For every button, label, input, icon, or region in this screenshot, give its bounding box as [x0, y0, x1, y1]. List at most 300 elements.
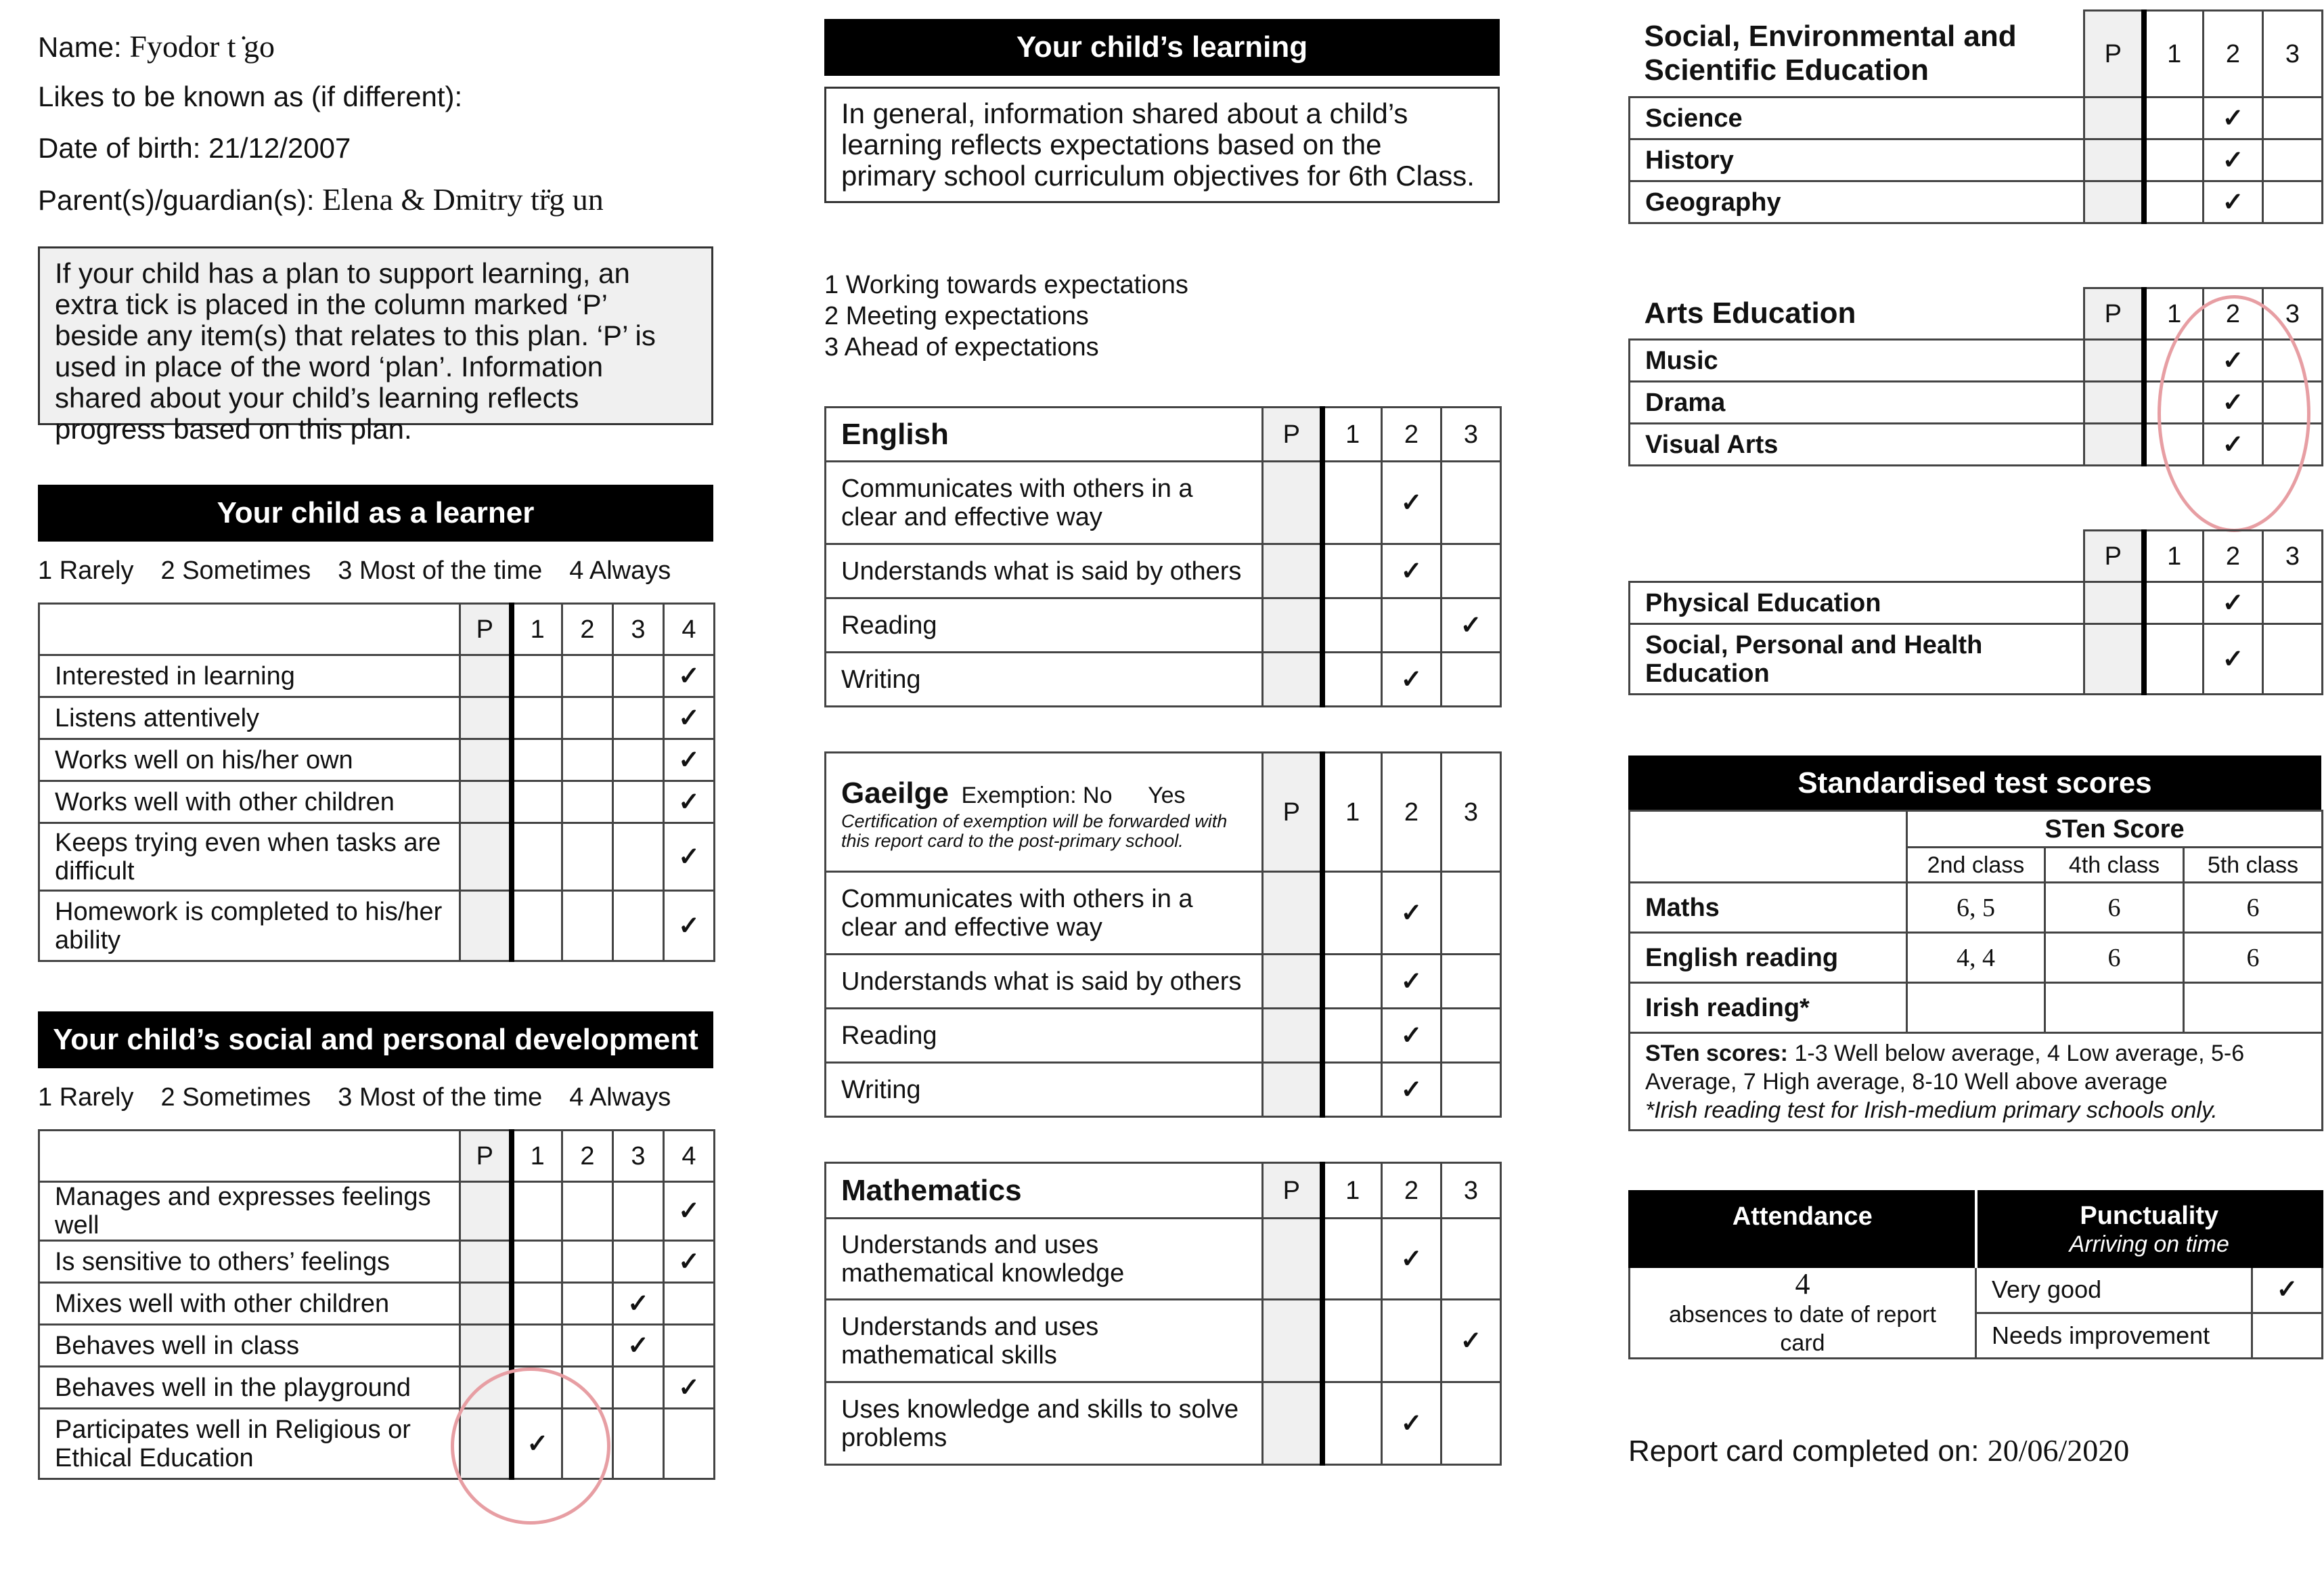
- row-label: Writing: [826, 1063, 1263, 1117]
- scale-1: 1 Rarely: [38, 1083, 134, 1112]
- check-mark: ✓: [664, 781, 715, 823]
- checklist-row: [826, 1063, 1501, 1117]
- sten-header: STen Score: [1907, 811, 2323, 848]
- plan-cell: [460, 1325, 512, 1367]
- col-2: 2: [2204, 288, 2263, 340]
- col-p: P: [1263, 408, 1322, 462]
- rating-cell: [664, 1283, 715, 1325]
- scale-2: 2 Sometimes: [160, 556, 311, 585]
- check-mark: ✓: [664, 1241, 715, 1283]
- test-subject: English reading: [1630, 933, 1907, 983]
- row-label: Works well with other children: [39, 781, 460, 823]
- plan-cell: [1263, 1382, 1322, 1465]
- row-label: Understands what is said by others: [826, 544, 1263, 598]
- punctuality-needs-improvement: Needs improvement: [1976, 1313, 2252, 1359]
- gaeilge-header: [826, 753, 1263, 872]
- highlight-circle: [451, 1367, 610, 1525]
- rating-cell: [1382, 1300, 1442, 1382]
- name-value: Fyodor t ̇go: [129, 29, 275, 64]
- rating-cell: [1322, 544, 1382, 598]
- rating-cell: [1322, 598, 1382, 653]
- col-p: P: [1263, 1163, 1322, 1219]
- gaeilge-rows: [826, 872, 1501, 1117]
- rating-cell: [512, 823, 562, 891]
- col-1: 1: [2144, 288, 2204, 340]
- test-subject: Irish reading*: [1630, 983, 1907, 1033]
- checklist-row: [1630, 97, 2323, 139]
- scale-3: 3 Most of the time: [338, 1083, 543, 1112]
- check-mark: ✓: [613, 1283, 664, 1325]
- scale-4: 4 Always: [569, 1083, 671, 1112]
- completed-line: [1628, 1434, 2129, 1468]
- parents-label: Parent(s)/guardian(s):: [38, 184, 315, 216]
- col-1: 1: [1322, 753, 1382, 872]
- checklist-row: [826, 955, 1501, 1009]
- social-rows: [39, 1182, 715, 1479]
- score-5th: [2184, 983, 2323, 1033]
- row-label: Works well on his/her own: [39, 739, 460, 781]
- legend-note: *Irish reading test for Irish-medium primary schools only.: [1645, 1097, 2218, 1123]
- row-label: Visual Arts: [1630, 424, 2084, 466]
- plan-cell: [1263, 1219, 1322, 1300]
- plan-cell: [1263, 955, 1322, 1009]
- rating-cell: [562, 823, 613, 891]
- check-mark: ✓: [1382, 1009, 1442, 1063]
- col-2: 2: [1382, 753, 1442, 872]
- punctuality-very-good: Very good: [1976, 1267, 2252, 1313]
- rating-cell: [1322, 462, 1382, 544]
- plan-cell: [1263, 872, 1322, 955]
- score-2nd: 6, 5: [1907, 883, 2045, 933]
- english-table: [824, 406, 1502, 707]
- rating-cell: [613, 1241, 664, 1283]
- rating-cell: [2144, 181, 2204, 223]
- rating-cell: [562, 655, 613, 697]
- score-2nd: [1907, 983, 2045, 1033]
- rating-cell: [562, 1283, 613, 1325]
- plan-cell: [1263, 1063, 1322, 1117]
- rating-cell: [664, 1409, 715, 1479]
- row-label: Homework is completed to his/her ability: [39, 891, 460, 961]
- plan-cell: [2084, 97, 2144, 139]
- check-mark: ✓: [1382, 872, 1442, 955]
- check-mark: ✓: [664, 1367, 715, 1409]
- plan-cell: [2084, 181, 2144, 223]
- sten-legend: [1630, 1033, 2323, 1131]
- rating-cell: [2263, 139, 2323, 181]
- plan-cell: [2084, 340, 2144, 382]
- score-2nd: 4, 4: [1907, 933, 2045, 983]
- rating-cell: [2263, 624, 2323, 695]
- scale-4: 4 Always: [569, 556, 671, 585]
- row-label: Communicates with others in a clear and effective way: [826, 462, 1263, 544]
- rating-cell: [2263, 582, 2323, 624]
- checklist-row: [826, 1009, 1501, 1063]
- learning-banner: Your child’s learning: [824, 19, 1500, 76]
- rating-cell: [562, 891, 613, 961]
- rating-cell: [512, 739, 562, 781]
- col-3: 3: [2263, 11, 2323, 97]
- absences-label: absences to date of report card: [1668, 1302, 1937, 1356]
- header-blank: [39, 604, 460, 655]
- check-mark: ✓: [664, 739, 715, 781]
- row-label: Participates well in Religious or Ethical Education: [39, 1409, 460, 1479]
- rating-cell: [562, 1325, 613, 1367]
- checklist-row: [826, 1300, 1501, 1382]
- rating-cell: [2144, 97, 2204, 139]
- check-mark: ✓: [2204, 181, 2263, 223]
- check-mark: ✓: [2204, 340, 2263, 382]
- checklist-row: [826, 598, 1501, 653]
- pe-rows: [1630, 582, 2323, 695]
- check-mark: ✓: [1442, 1300, 1501, 1382]
- sese-table: [1628, 9, 2323, 224]
- arts-title: Arts Education: [1630, 288, 2084, 340]
- rating-cell: [1382, 598, 1442, 653]
- plan-cell: [460, 655, 512, 697]
- checklist-row: [1630, 139, 2323, 181]
- maths-title: Mathematics: [826, 1163, 1263, 1219]
- rating-cell: [1322, 1219, 1382, 1300]
- checklist-row: [826, 544, 1501, 598]
- plan-cell: [2084, 382, 2144, 424]
- rating-cell: [562, 1182, 613, 1241]
- sese-rows: [1630, 97, 2323, 223]
- learning-note: In general, information shared about a child’s learning reflects expectations based on the primary school curriculum objectives for 6th Class.: [824, 87, 1500, 203]
- rating-cell: [1322, 872, 1382, 955]
- maths-rows: [826, 1219, 1501, 1465]
- learner-table: [38, 603, 715, 962]
- rating-cell: [562, 781, 613, 823]
- plan-cell: [460, 739, 512, 781]
- col-4: 4: [664, 604, 715, 655]
- rating-cell: [1322, 1009, 1382, 1063]
- learning-scale: [824, 269, 1188, 363]
- col-1: 1: [2144, 531, 2204, 582]
- rating-cell: [613, 781, 664, 823]
- check-mark: ✓: [1382, 653, 1442, 707]
- rating-cell: [613, 1182, 664, 1241]
- rating-cell: [2263, 97, 2323, 139]
- col-2: 2: [562, 1131, 613, 1182]
- col-3: 3: [2263, 531, 2323, 582]
- col-4: 4: [664, 1131, 715, 1182]
- rating-cell: [512, 1283, 562, 1325]
- attendance-table: [1628, 1190, 2323, 1359]
- col-1: 1: [512, 604, 562, 655]
- rating-cell: [2144, 624, 2204, 695]
- check-mark: ✓: [1382, 955, 1442, 1009]
- checklist-row: [39, 1182, 715, 1241]
- class-4th: 4th class: [2045, 848, 2184, 883]
- rating-cell: [613, 1409, 664, 1479]
- plan-cell: [2084, 139, 2144, 181]
- checklist-row: [826, 462, 1501, 544]
- checklist-row: [39, 739, 715, 781]
- check-mark: ✓: [613, 1325, 664, 1367]
- learner-banner: Your child as a learner: [38, 485, 713, 542]
- checklist-row: [39, 697, 715, 739]
- col-2: 2: [1382, 1163, 1442, 1219]
- plan-cell: [1263, 462, 1322, 544]
- legend-text: 1-3 Well below average, 4 Low average, 5-6 Average, 7 High average, 8-10 Well above average: [1645, 1040, 2245, 1095]
- checklist-row: [826, 1219, 1501, 1300]
- check-mark: ✓: [2204, 97, 2263, 139]
- completed-date: 20/06/2020: [1987, 1433, 2130, 1468]
- scale-2: 2 Sometimes: [160, 1083, 311, 1112]
- row-label: Manages and expresses feelings well: [39, 1182, 460, 1241]
- row-label: Science: [1630, 97, 2084, 139]
- rating-cell: [562, 697, 613, 739]
- row-label: Is sensitive to others’ feelings: [39, 1241, 460, 1283]
- english-rows: [826, 462, 1501, 707]
- row-label: Music: [1630, 340, 2084, 382]
- attendance-cell: [1630, 1267, 1976, 1359]
- gaeilge-table: [824, 751, 1502, 1118]
- rating-cell: [562, 1241, 613, 1283]
- col-1: 1: [2144, 11, 2204, 97]
- social-banner: Your child’s social and personal development: [38, 1011, 713, 1068]
- rating-cell: [562, 739, 613, 781]
- check-mark: ✓: [2204, 582, 2263, 624]
- col-1: 1: [1322, 408, 1382, 462]
- col-p: P: [2084, 11, 2144, 97]
- scale-3: 3 Ahead of expectations: [824, 333, 1099, 362]
- rating-cell: [2263, 181, 2323, 223]
- plan-cell: [2084, 582, 2144, 624]
- checklist-row: [39, 655, 715, 697]
- plan-cell: [1263, 1300, 1322, 1382]
- rating-cell: [613, 655, 664, 697]
- rating-cell: [512, 1325, 562, 1367]
- checklist-row: [39, 1283, 715, 1325]
- row-label: Behaves well in the playground: [39, 1367, 460, 1409]
- row-label: Understands and uses mathematical skills: [826, 1300, 1263, 1382]
- row-label: Listens attentively: [39, 697, 460, 739]
- score-5th: 6: [2184, 883, 2323, 933]
- rating-cell: [1322, 1300, 1382, 1382]
- col-1: 1: [512, 1131, 562, 1182]
- checklist-row: [39, 1409, 715, 1479]
- col-3: 3: [613, 1131, 664, 1182]
- attendance-title: Attendance: [1630, 1191, 1976, 1267]
- row-label: Communicates with others in a clear and effective way: [826, 872, 1263, 955]
- sese-title: Social, Environmental and Scientific Education: [1630, 11, 2084, 97]
- check-mark: ✓: [664, 697, 715, 739]
- rating-cell: [613, 1367, 664, 1409]
- checklist-row: [1630, 582, 2323, 624]
- check-mark: ✓: [2204, 382, 2263, 424]
- rating-cell: [613, 823, 664, 891]
- check-mark: ✓: [1382, 544, 1442, 598]
- rating-cell: [2144, 582, 2204, 624]
- plan-cell: [2084, 624, 2144, 695]
- english-title: English: [826, 408, 1263, 462]
- row-label: Physical Education: [1630, 582, 2084, 624]
- rating-cell: [1442, 653, 1501, 707]
- col-3: 3: [2263, 288, 2323, 340]
- rating-cell: [1442, 872, 1501, 955]
- punctuality-header: [1976, 1191, 2323, 1267]
- rating-cell: [613, 739, 664, 781]
- name-label: Name:: [38, 31, 122, 63]
- score-4th: [2045, 983, 2184, 1033]
- check-mark: ✓: [2252, 1267, 2323, 1313]
- rating-cell: [512, 1182, 562, 1241]
- check-mark: ✓: [2204, 424, 2263, 466]
- check-mark: ✓: [2204, 139, 2263, 181]
- col-1: 1: [1322, 1163, 1382, 1219]
- exemption-label: Exemption: No: [961, 783, 1113, 808]
- check-mark: ✓: [1382, 1063, 1442, 1117]
- rating-cell: [664, 1325, 715, 1367]
- exemption-note: Certification of exemption will be forwarded with this report card to the post-primary school.: [841, 811, 1228, 851]
- learner-rows: [39, 655, 715, 961]
- checklist-row: [826, 1382, 1501, 1465]
- social-table: [38, 1129, 715, 1480]
- tests-table: [1628, 810, 2323, 1131]
- rating-cell: [1442, 1009, 1501, 1063]
- rating-cell: [1442, 1382, 1501, 1465]
- header-blank: [39, 1131, 460, 1182]
- row-label: Writing: [826, 653, 1263, 707]
- row-label: Reading: [826, 598, 1263, 653]
- date-of-birth: Date of birth: 21/12/2007: [38, 132, 351, 164]
- check-mark: ✓: [664, 655, 715, 697]
- check-mark: ✓: [1382, 1219, 1442, 1300]
- checklist-row: [826, 653, 1501, 707]
- check-mark: ✓: [1382, 1382, 1442, 1465]
- plan-cell: [460, 781, 512, 823]
- plan-cell: [1263, 653, 1322, 707]
- learner-scale: [38, 556, 698, 586]
- plan-cell: [1263, 544, 1322, 598]
- rating-cell: [1322, 653, 1382, 707]
- parents-value: Elena & Dmitry tr̈g un: [322, 182, 604, 217]
- row-label: Social, Personal and Health Education: [1630, 624, 2084, 695]
- col-3: 3: [1442, 408, 1501, 462]
- checklist-row: [39, 891, 715, 961]
- gaeilge-title: Gaeilge: [841, 776, 949, 810]
- rating-cell: [512, 655, 562, 697]
- completed-label: Report card completed on:: [1628, 1435, 1980, 1468]
- check-mark: ✓: [1382, 462, 1442, 544]
- rating-cell: [1322, 1063, 1382, 1117]
- rating-cell: [512, 1241, 562, 1283]
- checklist-row: [1630, 624, 2323, 695]
- header-blank: [1630, 811, 1907, 883]
- col-p: P: [2084, 531, 2144, 582]
- rating-cell: [1442, 955, 1501, 1009]
- scale-1: 1 Working towards expectations: [824, 271, 1188, 299]
- row-label: Keeps trying even when tasks are difficult: [39, 823, 460, 891]
- checklist-row: [1630, 181, 2323, 223]
- student-name-line: [38, 30, 275, 64]
- rating-cell: [512, 781, 562, 823]
- checklist-row: [826, 872, 1501, 955]
- score-4th: 6: [2045, 883, 2184, 933]
- scale-2: 2 Meeting expectations: [824, 302, 1089, 330]
- col-p: P: [2084, 288, 2144, 340]
- plan-cell: [2084, 424, 2144, 466]
- checklist-row: [39, 781, 715, 823]
- row-label: Interested in learning: [39, 655, 460, 697]
- rating-cell: [1442, 462, 1501, 544]
- plan-cell: [460, 891, 512, 961]
- row-label: Reading: [826, 1009, 1263, 1063]
- rating-cell: [1442, 1063, 1501, 1117]
- rating-cell: [613, 891, 664, 961]
- col-3: 3: [1442, 1163, 1501, 1219]
- plan-note: If your child has a plan to support learning, an extra tick is placed in the column marked ‘P’ beside any item(s) that relates to this plan. ‘P’ is used in place of the word ‘plan’. Information shared about your child’s learning reflects progress based on this plan.: [38, 246, 713, 425]
- check-mark: ✓: [512, 1409, 562, 1479]
- check-mark: ✓: [2204, 624, 2263, 695]
- checklist-row: [39, 823, 715, 891]
- pe-table: [1628, 529, 2323, 695]
- plan-cell: [460, 697, 512, 739]
- col-p: P: [460, 604, 512, 655]
- rating-cell: [1322, 1382, 1382, 1465]
- rating-cell: [613, 697, 664, 739]
- col-p: P: [1263, 753, 1322, 872]
- test-subject: Maths: [1630, 883, 1907, 933]
- col-2: 2: [562, 604, 613, 655]
- legend-title: STen scores:: [1645, 1040, 1789, 1066]
- class-5th: 5th class: [2184, 848, 2323, 883]
- check-mark: ✓: [664, 823, 715, 891]
- exemption-yes: Yes: [1148, 783, 1186, 808]
- absences-count: 4: [1795, 1267, 1810, 1300]
- punctuality-title: Punctuality: [2080, 1201, 2219, 1230]
- highlight-circle: [2158, 295, 2310, 532]
- row-label: Geography: [1630, 181, 2084, 223]
- check-mark: ✓: [664, 1182, 715, 1241]
- rating-cell: [1322, 955, 1382, 1009]
- header-blank: [1630, 531, 2084, 582]
- check-mark: ✓: [664, 891, 715, 961]
- plan-cell: [1263, 1009, 1322, 1063]
- plan-cell: [460, 1182, 512, 1241]
- col-3: 3: [1442, 753, 1501, 872]
- social-scale: [38, 1083, 698, 1112]
- row-label: History: [1630, 139, 2084, 181]
- check-mark: ✓: [1442, 598, 1501, 653]
- checklist-row: [39, 1367, 715, 1409]
- row-label: Understands what is said by others: [826, 955, 1263, 1009]
- rating-cell: [512, 697, 562, 739]
- empty-cell: [2252, 1313, 2323, 1359]
- parents-line: [38, 183, 604, 217]
- col-2: 2: [2204, 531, 2263, 582]
- plan-cell: [460, 823, 512, 891]
- checklist-row: [39, 1325, 715, 1367]
- likes-to-be-known-as: Likes to be known as (if different):: [38, 81, 463, 112]
- row-label: Behaves well in class: [39, 1325, 460, 1367]
- plan-cell: [460, 1241, 512, 1283]
- row-label: Drama: [1630, 382, 2084, 424]
- row-label: Understands and uses mathematical knowledge: [826, 1219, 1263, 1300]
- plan-cell: [1263, 598, 1322, 653]
- maths-table: [824, 1162, 1502, 1466]
- rating-cell: [512, 891, 562, 961]
- col-2: 2: [2204, 11, 2263, 97]
- rating-cell: [1442, 1219, 1501, 1300]
- punctuality-subtitle: Arriving on time: [2069, 1231, 2229, 1257]
- scale-1: 1 Rarely: [38, 556, 134, 585]
- row-label: Uses knowledge and skills to solve problems: [826, 1382, 1263, 1465]
- scale-3: 3 Most of the time: [338, 556, 543, 585]
- rating-cell: [1442, 544, 1501, 598]
